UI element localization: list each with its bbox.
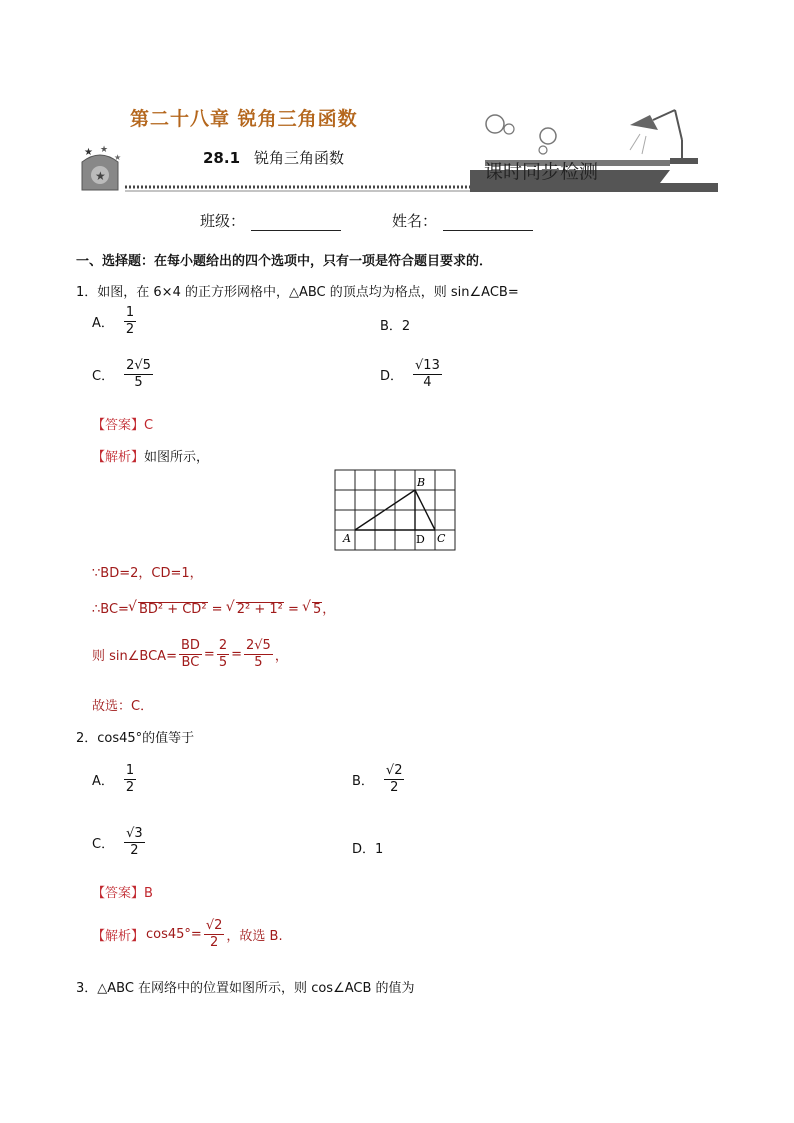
frac-den: 5	[218, 655, 228, 670]
frac-den: 2	[130, 843, 139, 858]
q1-analysis	[92, 446, 209, 465]
section-title	[203, 147, 344, 168]
q1-option-b	[380, 315, 410, 334]
frac-den: 5	[254, 655, 263, 670]
class-label: 班级：	[200, 212, 246, 230]
frac-num: 1	[125, 763, 135, 778]
analysis-text: cos45°=	[146, 927, 202, 942]
option-label: A．	[92, 774, 114, 789]
q3-stem: 3．△ABC 在网络中的位置如图所示，则 cos∠ACB 的值为	[76, 981, 415, 996]
point-c-label: C	[437, 532, 446, 545]
analysis-tag: 【解析】	[92, 450, 145, 465]
svg-text:★: ★	[114, 153, 122, 162]
section-number: 28.1	[203, 149, 241, 167]
frac-den: 2	[125, 322, 135, 337]
banner-text: 课时同步检测	[484, 161, 599, 183]
q1-stem: 1．如图，在 6×4 的正方形网格中，△ABC 的顶点均为格点，则 sin∠ACB=	[76, 285, 519, 300]
sqrt-expr: √ BD² + CD²	[138, 602, 208, 617]
frac-den: 4	[423, 375, 432, 390]
frac-num: √2	[385, 763, 403, 778]
sqrt-expr: √ 2² + 1²	[236, 602, 284, 617]
frac-num: 2√5	[246, 638, 271, 653]
q2-stem: 2．cos45°的值等于	[76, 731, 195, 746]
frac-den: BC	[181, 655, 200, 670]
frac-den: 5	[134, 375, 143, 390]
option-label: B．2	[380, 319, 411, 334]
sqrt-expr: √ 5	[312, 602, 322, 617]
name-field	[392, 210, 533, 231]
chapter-title: 第二十八章 锐角三角函数	[130, 108, 358, 130]
point-b-label: B	[417, 476, 426, 489]
q1-conclusion: 故选：C．	[92, 699, 154, 714]
frac-num: 2√5	[126, 358, 151, 373]
section-name: 锐角三角函数	[254, 149, 345, 167]
frac-den: 2	[390, 780, 399, 795]
class-field	[200, 210, 341, 231]
answer-value: C	[144, 418, 154, 433]
svg-text:★: ★	[84, 147, 93, 158]
frac-num: BD	[180, 638, 200, 653]
q1-grid-figure	[330, 465, 460, 555]
answer-tag: 【答案】	[92, 418, 145, 433]
frac-den: 2	[209, 935, 219, 950]
option-label: D．	[380, 369, 404, 384]
answer-tag: 【答案】	[92, 886, 145, 901]
q2-answer	[92, 882, 153, 901]
q2-option-b	[352, 763, 404, 796]
option-label: C．	[92, 837, 115, 852]
answer-value: B	[144, 886, 153, 901]
svg-text:★: ★	[95, 169, 106, 183]
analysis-text: ，故选 B.	[226, 929, 283, 944]
frac-den: 2	[125, 780, 135, 795]
instruction: 一、选择题：在每小题给出的四个选项中，只有一项是符合题目要求的．	[76, 254, 493, 269]
frac-num: 2	[218, 638, 228, 653]
option-label: B．	[352, 774, 374, 789]
q1-step-2: ∴BC=√ BD² + CD² = √ 2² + 1² = √ 5，	[92, 598, 335, 617]
point-a-label: A	[343, 532, 351, 545]
lamp-icon	[630, 110, 698, 164]
q1-step-1: ∵BD=2，CD=1，	[92, 566, 203, 581]
name-label: 姓名：	[392, 212, 438, 230]
option-label: C．	[92, 369, 115, 384]
analysis-tag: 【解析】	[92, 929, 145, 944]
frac-num: 1	[125, 305, 135, 320]
frac-num: √13	[415, 358, 440, 373]
frac-num: √3	[126, 826, 143, 841]
q2-analysis	[92, 918, 283, 951]
q1-option-c	[92, 358, 153, 391]
q2-option-d	[352, 838, 383, 857]
step-text: ∴BC=	[92, 602, 129, 617]
analysis-intro: 如图所示，	[144, 450, 210, 465]
step-text: 则 sin∠BCA=	[92, 649, 177, 664]
q1-option-d	[380, 358, 442, 391]
frac-num: √2	[205, 918, 223, 933]
svg-text:★: ★	[100, 145, 109, 155]
option-label: D．1	[352, 842, 384, 857]
q1-option-a	[92, 305, 136, 338]
q1-step-3: 则 sin∠BCA= $\frac{BD}{BC}$ = $\frac{2}{5}$ = $\frac{2√5}{5}$ ，	[92, 638, 288, 670]
class-blank[interactable]	[251, 215, 341, 231]
q1-answer	[92, 414, 153, 433]
point-d-label: D	[416, 533, 425, 546]
name-blank[interactable]	[443, 215, 533, 231]
q2-option-a	[92, 763, 136, 796]
option-label: A．	[92, 316, 114, 331]
q2-option-c	[92, 826, 145, 859]
